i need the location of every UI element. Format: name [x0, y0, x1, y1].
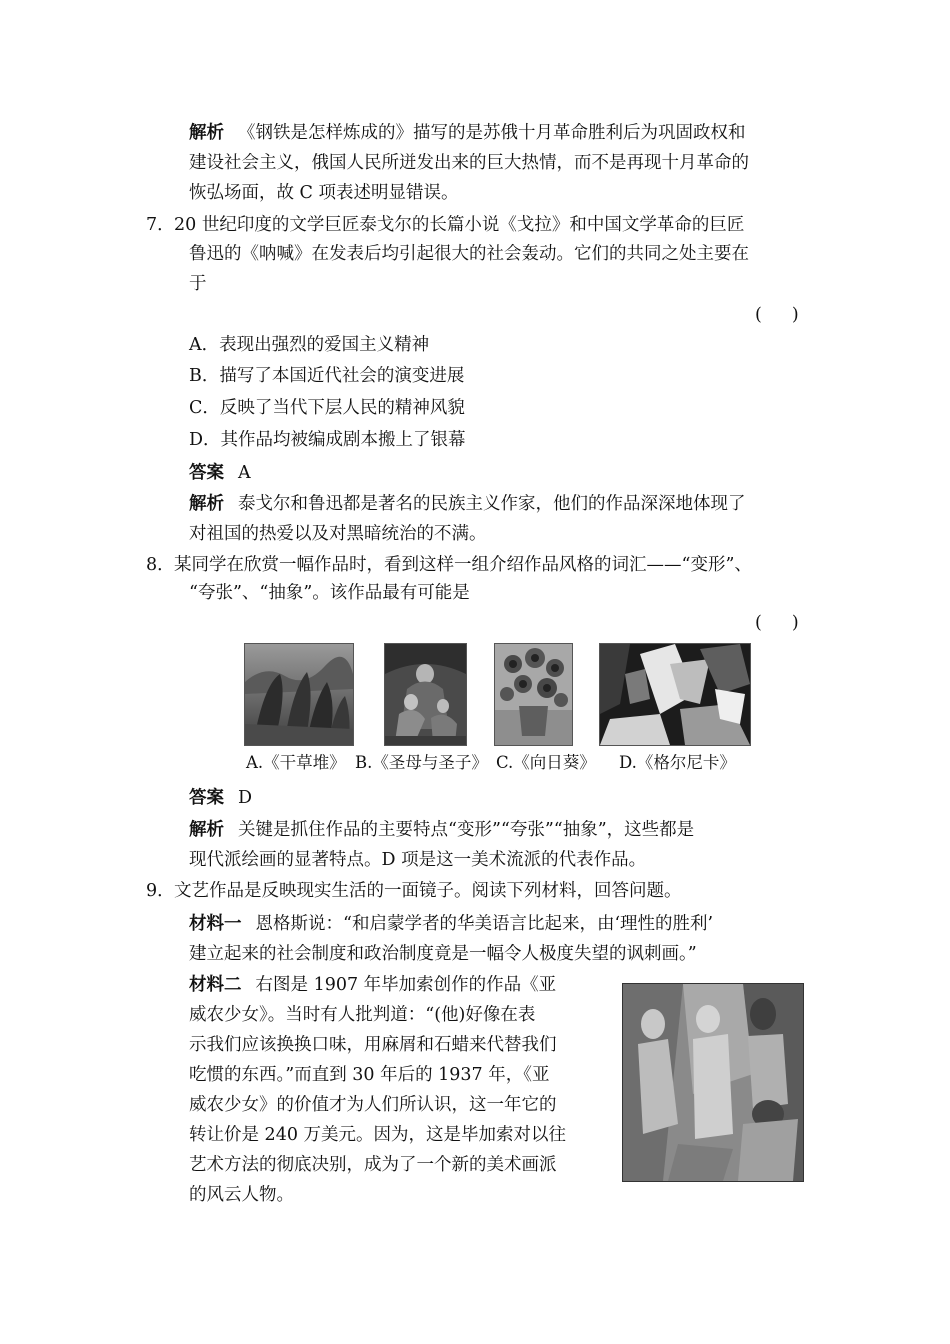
q9-material1-line-1 — [189, 912, 713, 936]
q8-answer-label: 答案 — [189, 788, 224, 808]
q7-option-c: C．反映了当代下层人民的精神风貌 — [189, 398, 465, 418]
q7-analysis-label: 解析 — [189, 494, 224, 514]
q7-analysis-text-1: 泰戈尔和鲁迅都是著名的民族主义作家，他们的作品深深地体现了 — [238, 494, 746, 514]
q9-material2-line-1 — [189, 973, 556, 997]
painting-caption-b: B.《圣母与圣子》 — [355, 753, 488, 772]
q8-answer-line — [189, 786, 252, 810]
painting-caption-a: A.《干草堆》 — [246, 753, 346, 772]
q8-analysis-text-1: 关键是抓住作品的主要特点“变形”“夸张”“抽象”，这些都是 — [238, 820, 695, 840]
guernica-painting-image — [599, 643, 751, 746]
q7-option-d: D．其作品均被编成剧本搬上了银幕 — [189, 430, 466, 450]
q9-material2-label: 材料二 — [189, 975, 242, 995]
q7-stem-line-2: 鲁迅的《呐喊》在发表后均引起很大的社会轰动。它们的共同之处主要在 — [189, 244, 749, 264]
q6-analysis-text-1: 《钢铁是怎样炼成的》描写的是苏俄十月革命胜利后为巩固政权和 — [238, 123, 746, 143]
painting-caption-d: D.《格尔尼卡》 — [619, 753, 736, 772]
q6-analysis-line-3: 恢弘场面，故 C 项表述明显错误。 — [189, 183, 459, 203]
q7-number: 7． — [146, 215, 175, 235]
q9-stem: 文艺作品是反映现实生活的一面镜子。阅读下列材料，回答问题。 — [174, 881, 682, 901]
q9-material1-line-2: 建立起来的社会制度和政治制度竟是一幅令人极度失望的讽刺画。” — [189, 944, 697, 964]
q7-answer-line — [189, 461, 251, 485]
q7-paren-open: ( — [755, 305, 762, 325]
madonna-and-child-painting-image — [384, 643, 467, 746]
painting-caption-c: C.《向日葵》 — [496, 753, 596, 772]
q8-analysis-line-1 — [189, 818, 694, 842]
q8-answer-parentheses — [755, 611, 799, 635]
q8-stem-line-1: 某同学在欣赏一幅作品时，看到这样一组介绍作品风格的词汇——“变形”、 — [174, 555, 752, 575]
q9-material1-label: 材料一 — [189, 914, 242, 934]
q7-option-b: B．描写了本国近代社会的演变进展 — [189, 366, 465, 386]
q7-paren-close: ) — [791, 305, 799, 325]
q7-answer-value: A — [238, 463, 251, 483]
q7-answer-label: 答案 — [189, 463, 224, 483]
q9-material2-text-1: 右图是 1907 年毕加索创作的作品《亚 — [255, 975, 557, 995]
q8-paren-close: ) — [791, 613, 799, 633]
q9-material2-line-5: 威农少女》的价值才为人们所认识，这一年它的 — [189, 1095, 557, 1115]
q8-analysis-label: 解析 — [189, 820, 224, 840]
q8-answer-value: D — [238, 788, 253, 808]
sunflowers-painting-image — [494, 643, 573, 746]
les-demoiselles-painting-image — [622, 983, 804, 1182]
q9-material2-line-6: 转让价是 240 万美元。因为，这是毕加索对以往 — [189, 1125, 567, 1145]
q8-analysis-line-2: 现代派绘画的显著特点。D 项是这一美术流派的代表作品。 — [189, 850, 647, 870]
q7-option-a: A．表现出强烈的爱国主义精神 — [189, 335, 430, 355]
q7-analysis-line-2: 对祖国的热爱以及对黑暗统治的不满。 — [189, 524, 487, 544]
q9-material2-line-3: 示我们应该换换口味，用麻屑和石蜡来代替我们 — [189, 1035, 557, 1055]
q6-analysis-label: 解析 — [189, 123, 224, 143]
q9-material2-line-7: 艺术方法的彻底决别，成为了一个新的美术画派 — [189, 1155, 557, 1175]
q7-stem-line-1: 20 世纪印度的文学巨匠泰戈尔的长篇小说《戈拉》和中国文学革命的巨匠 — [174, 215, 745, 235]
q8-paren-open: ( — [755, 613, 762, 633]
q8-number: 8． — [146, 555, 175, 575]
q7-analysis-line-1 — [189, 492, 746, 516]
q7-answer-parentheses — [755, 303, 799, 327]
q6-analysis-line-2: 建设社会主义，俄国人民所迸发出来的巨大热情，而不是再现十月革命的 — [189, 153, 749, 173]
q9-material2-line-8: 的风云人物。 — [189, 1185, 294, 1205]
q9-number: 9． — [146, 881, 175, 901]
q9-material2-line-2: 威农少女》。当时有人批判道：“(他)好像在表 — [189, 1005, 536, 1025]
q8-stem-line-2: “夸张”、“抽象”。该作品最有可能是 — [189, 583, 470, 603]
q6-analysis-line-1 — [189, 121, 746, 145]
q9-material2-line-4: 吃惯的东西。”而直到 30 年后的 1937 年，《亚 — [189, 1065, 550, 1085]
haystack-painting-image — [244, 643, 354, 746]
q7-stem-line-3: 于 — [189, 274, 207, 294]
q9-material1-text-1: 恩格斯说：“和启蒙学者的华美语言比起来，由‘理性的胜利’ — [255, 914, 714, 934]
